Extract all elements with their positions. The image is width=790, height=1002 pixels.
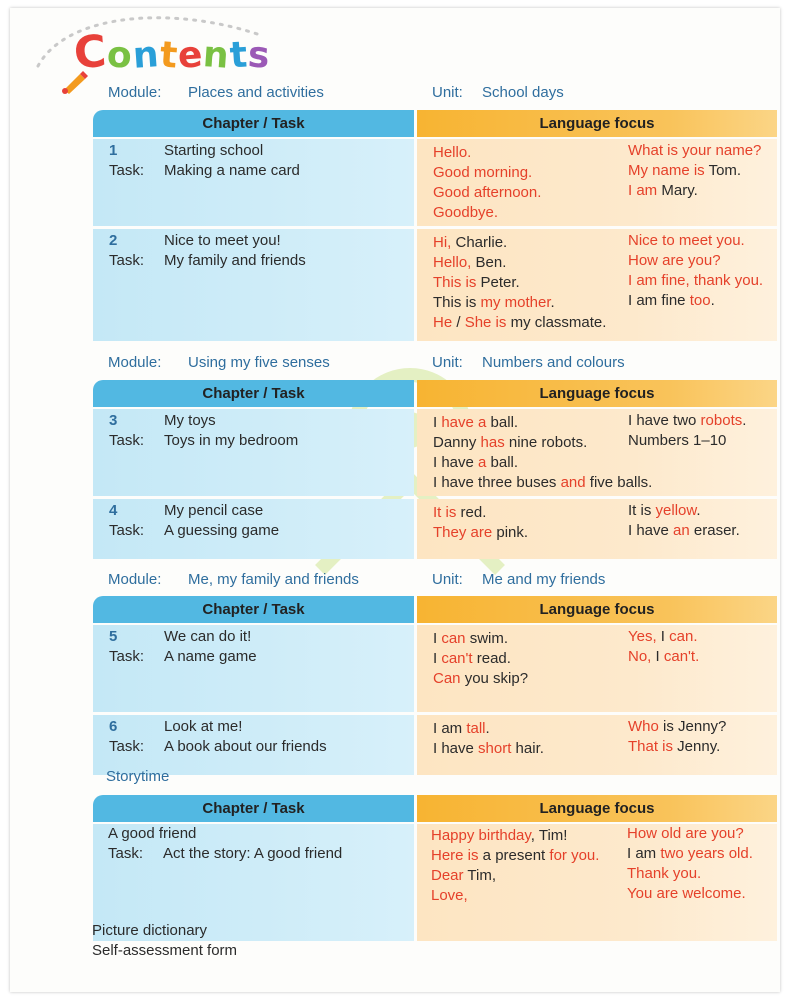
focus-highlight-text: I am fine, thank you. [628, 272, 764, 289]
title-letter: n [201, 34, 232, 77]
focus-highlight-text: yellow [655, 502, 697, 519]
chapter-row [93, 409, 777, 496]
focus-line-left [433, 669, 528, 689]
focus-highlight-text: short [478, 740, 512, 757]
focus-line-left [433, 739, 544, 759]
focus-text: I have [433, 454, 479, 471]
focus-highlight-text: That is [628, 738, 674, 755]
focus-highlight-text: No, [628, 648, 652, 665]
focus-line-left [433, 413, 518, 433]
focus-text: This is [433, 294, 481, 311]
chapter-row [93, 625, 777, 712]
header-language-focus: Language focus [417, 795, 777, 822]
task-name: My family and friends [164, 252, 306, 269]
focus-highlight-text: My name is [628, 162, 705, 179]
module-key: Module: [108, 354, 162, 371]
focus-line-right [628, 501, 701, 521]
focus-text: Jenny. [673, 738, 721, 755]
title-letter: C [72, 25, 110, 80]
focus-text: you skip? [460, 670, 529, 687]
focus-text: Tom. [704, 162, 742, 179]
unit-name: School days [482, 84, 564, 101]
focus-highlight-text: my mother [480, 294, 551, 311]
focus-highlight-text: a [478, 454, 487, 471]
focus-text: pink. [492, 524, 529, 541]
focus-line-right [627, 844, 753, 864]
focus-highlight-text: How old are you? [627, 825, 744, 842]
focus-highlight-text: has [480, 434, 505, 451]
focus-line-left [433, 433, 587, 453]
focus-text: read. [472, 650, 511, 667]
focus-highlight-text: Hi, [433, 234, 452, 251]
focus-line-right [628, 271, 763, 291]
focus-highlight-text: Thank you. [627, 865, 702, 882]
focus-line-right [627, 824, 744, 844]
unit-name: Numbers and colours [482, 354, 625, 371]
task-name: A guessing game [164, 522, 280, 539]
title-letter: t [228, 34, 250, 77]
task-key: Task: [109, 738, 145, 755]
focus-highlight-text: can't [441, 650, 473, 667]
focus-line-left [433, 473, 652, 493]
page-title [72, 25, 273, 80]
focus-line-right [628, 737, 720, 757]
chapter-row [93, 499, 777, 559]
focus-highlight-text: can [441, 630, 466, 647]
focus-line-left [433, 183, 541, 203]
chapter-row [93, 139, 777, 226]
focus-line-right [628, 141, 761, 161]
focus-highlight-text: You are welcome. [627, 885, 746, 902]
chapter-number: 2 [109, 232, 118, 249]
task-key: Task: [108, 845, 144, 862]
focus-text: five balls. [585, 474, 653, 491]
focus-line-left [433, 203, 498, 223]
header-language-focus: Language focus [417, 110, 777, 137]
focus-highlight-text: Here is [431, 847, 479, 864]
focus-text: I am [433, 720, 467, 737]
task-key: Task: [109, 522, 145, 539]
unit-key: Unit: [432, 571, 463, 588]
task-key: Task: [109, 432, 145, 449]
header-language-focus: Language focus [417, 596, 777, 623]
chapter-title: My pencil case [164, 502, 264, 519]
focus-text: swim. [465, 630, 509, 647]
focus-text: I have three buses [433, 474, 561, 491]
focus-text: I [433, 414, 442, 431]
focus-highlight-text: Good morning. [433, 164, 533, 181]
focus-line-right [628, 291, 715, 311]
focus-text: my classmate. [506, 314, 607, 331]
focus-highlight-text: What is your name? [628, 142, 762, 159]
header-chapter-task: Chapter / Task [93, 795, 414, 822]
focus-text: , Tim! [530, 827, 568, 844]
task-key: Task: [109, 252, 145, 269]
title-letter: n [131, 34, 162, 77]
focus-line-left [433, 233, 507, 253]
focus-text: . [742, 412, 747, 429]
focus-highlight-text: Hello. [433, 144, 472, 161]
chapter-number: 4 [109, 502, 118, 519]
focus-line-left [431, 846, 599, 866]
focus-text: I [433, 630, 442, 647]
focus-highlight-text: Hello, [433, 254, 472, 271]
focus-line-left [433, 503, 486, 523]
unit-key: Unit: [432, 354, 463, 371]
task-name: A name game [164, 648, 257, 665]
focus-highlight-text: I am [628, 182, 658, 199]
focus-line-right [628, 411, 746, 431]
chapter-number: 3 [109, 412, 118, 429]
chapter-title: My toys [164, 412, 216, 429]
focus-highlight-text: tall [466, 720, 486, 737]
focus-line-left [433, 649, 511, 669]
focus-highlight-text: Goodbye. [433, 204, 499, 221]
focus-highlight-text: an [673, 522, 690, 539]
focus-text: / [452, 314, 465, 331]
focus-line-right [627, 884, 746, 904]
task-key: Task: [109, 648, 145, 665]
focus-line-left [433, 273, 520, 293]
focus-line-right [627, 864, 701, 884]
focus-highlight-text: Dear [431, 867, 464, 884]
focus-text: Peter. [476, 274, 520, 291]
focus-line-right [628, 161, 741, 181]
focus-text: Numbers 1–10 [628, 432, 727, 449]
focus-line-left [433, 719, 490, 739]
focus-text: I [656, 628, 670, 645]
focus-text: ball. [486, 454, 519, 471]
task-name: Act the story: A good friend [163, 845, 343, 862]
focus-text: a present [478, 847, 550, 864]
chapter-title: A good friend [108, 825, 197, 842]
focus-text: I am fine [628, 292, 690, 309]
module-label [108, 571, 359, 588]
focus-line-right [628, 627, 698, 647]
module-label [108, 84, 324, 101]
focus-text: hair. [511, 740, 544, 757]
focus-line-left [431, 826, 567, 846]
focus-text: . [485, 720, 490, 737]
chapter-number: 1 [109, 142, 118, 159]
focus-highlight-text: Love, [431, 887, 468, 904]
chapter-number: 6 [109, 718, 118, 735]
unit-label [432, 354, 625, 371]
task-name: Toys in my bedroom [164, 432, 299, 449]
chapter-title: We can do it! [164, 628, 252, 645]
module-key: Module: [108, 84, 162, 101]
title-letter: o [105, 34, 135, 77]
task-name: A book about our friends [164, 738, 327, 755]
focus-text: . [710, 292, 715, 309]
focus-highlight-text: two years old. [660, 845, 753, 862]
focus-highlight-text: can't. [663, 648, 700, 665]
focus-line-left [433, 293, 555, 313]
chapter-title: Nice to meet you! [164, 232, 281, 249]
focus-text: I [651, 648, 664, 665]
title-letter: e [176, 34, 205, 77]
focus-text: I have two [628, 412, 701, 429]
focus-text: nine robots. [504, 434, 588, 451]
chapter-cell [93, 409, 414, 496]
focus-text: Charlie. [451, 234, 508, 251]
chapter-number: 5 [109, 628, 118, 645]
focus-highlight-text: for you. [549, 847, 600, 864]
focus-text: Mary. [657, 182, 698, 199]
unit-key: Unit: [432, 84, 463, 101]
focus-highlight-text: This is [433, 274, 477, 291]
focus-text: ball. [486, 414, 519, 431]
chapter-title: Starting school [164, 142, 264, 159]
focus-text: I have [628, 522, 674, 539]
focus-highlight-text: can. [669, 628, 698, 645]
unit-label [432, 84, 564, 101]
module-name: Using my five senses [188, 354, 330, 371]
focus-text: I am [627, 845, 661, 862]
focus-text: . [550, 294, 555, 311]
unit-name: Me and my friends [482, 571, 606, 588]
chapter-cell [93, 625, 414, 712]
focus-line-left [433, 143, 471, 163]
storytime-label: Storytime [106, 768, 170, 785]
focus-highlight-text: Nice to meet you. [628, 232, 745, 249]
chapter-row [93, 715, 777, 775]
focus-line-left [433, 163, 532, 183]
focus-line-left [431, 886, 468, 906]
focus-highlight-text: He [433, 314, 453, 331]
focus-highlight-text: She is [464, 314, 507, 331]
chapter-row [93, 229, 777, 341]
focus-highlight-text: Happy birthday [431, 827, 531, 844]
title-letter: t [158, 34, 180, 77]
header-chapter-task: Chapter / Task [93, 596, 414, 623]
module-key: Module: [108, 571, 162, 588]
focus-line-right [628, 717, 726, 737]
focus-highlight-text: Who [628, 718, 659, 735]
focus-highlight-text: Good afternoon. [433, 184, 542, 201]
focus-text: red. [456, 504, 487, 521]
footer-item-picture-dictionary: Picture dictionary [92, 922, 208, 939]
focus-text: Ben. [471, 254, 507, 271]
focus-highlight-text: too [689, 292, 711, 309]
focus-text: I [433, 650, 442, 667]
focus-highlight-text: Can [433, 670, 461, 687]
focus-highlight-text: have a [441, 414, 487, 431]
focus-line-left [433, 253, 506, 273]
header-chapter-task: Chapter / Task [93, 380, 414, 407]
focus-text: eraser. [689, 522, 740, 539]
focus-text: Tim, [463, 867, 497, 884]
title-letter: s [246, 34, 273, 77]
module-label [108, 354, 330, 371]
focus-line-right [628, 431, 726, 451]
focus-line-right [628, 521, 740, 541]
focus-line-left [433, 453, 518, 473]
focus-line-right [628, 181, 698, 201]
task-name: Making a name card [164, 162, 300, 179]
focus-highlight-text: and [560, 474, 586, 491]
focus-highlight-text: robots [700, 412, 743, 429]
focus-line-right [628, 647, 699, 667]
task-key: Task: [109, 162, 145, 179]
focus-line-right [628, 251, 721, 271]
focus-text: I have [433, 740, 479, 757]
module-name: Places and activities [188, 84, 324, 101]
focus-line-left [433, 523, 528, 543]
focus-text: is Jenny? [658, 718, 727, 735]
footer-item-self-assessment-form: Self-assessment form [92, 942, 238, 959]
focus-highlight-text: Yes, [628, 628, 657, 645]
unit-label [432, 571, 605, 588]
focus-line-left [433, 629, 508, 649]
focus-line-left [433, 313, 606, 333]
focus-text: . [696, 502, 701, 519]
chapter-title: Look at me! [164, 718, 243, 735]
header-chapter-task: Chapter / Task [93, 110, 414, 137]
focus-text: It is [628, 502, 656, 519]
module-name: Me, my family and friends [188, 571, 359, 588]
focus-line-left [431, 866, 496, 886]
focus-text: Danny [433, 434, 481, 451]
focus-highlight-text: They are [433, 524, 493, 541]
focus-highlight-text: How are you? [628, 252, 721, 269]
header-language-focus: Language focus [417, 380, 777, 407]
focus-highlight-text: It is [433, 504, 457, 521]
focus-line-right [628, 231, 745, 251]
